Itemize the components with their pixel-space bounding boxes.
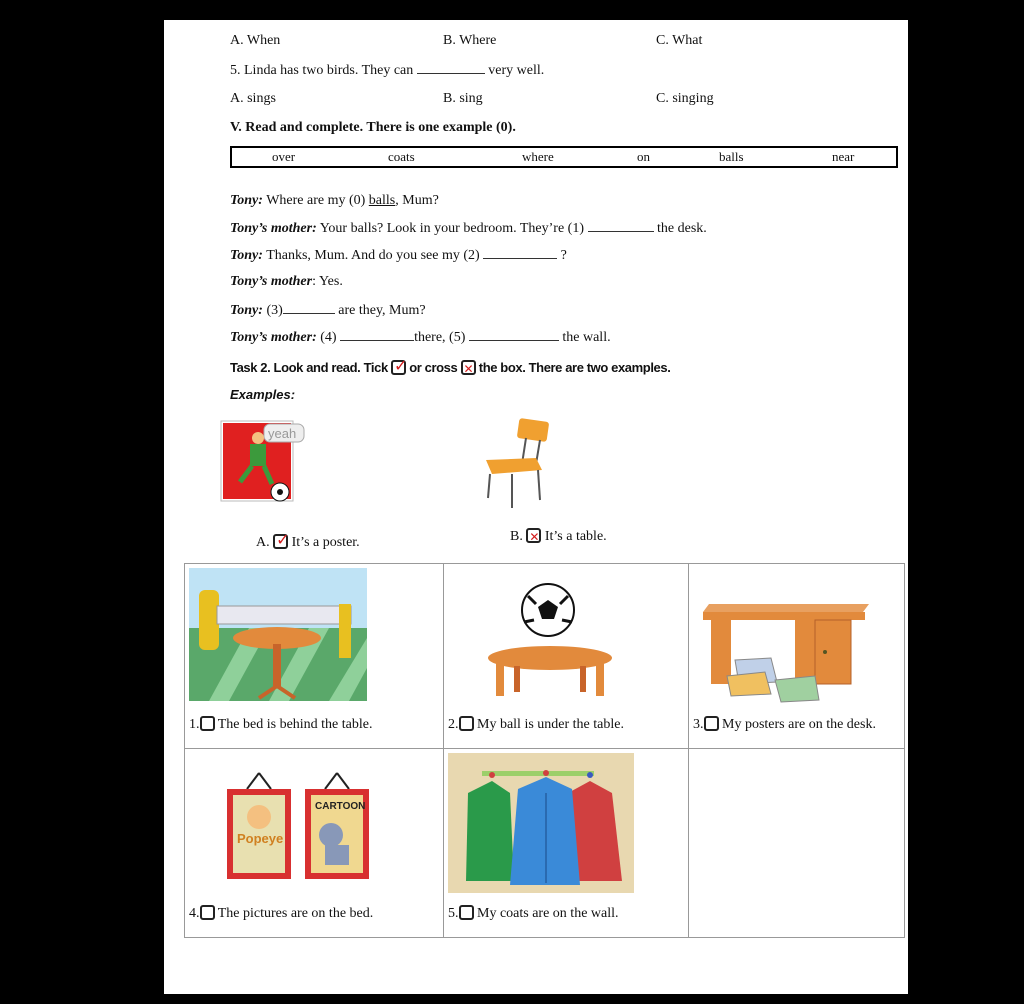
- empty-cell: [689, 749, 905, 937]
- example-answer: balls: [368, 193, 396, 208]
- word-balls: balls: [719, 149, 744, 164]
- line-text: the desk.: [657, 221, 707, 236]
- q5-stem-pre: 5. Linda has two birds. They can: [230, 63, 414, 78]
- bed-table-image: [189, 568, 367, 701]
- example-a: [256, 530, 360, 552]
- poster-image: [220, 420, 306, 502]
- item-text: The bed is behind the table.: [217, 717, 373, 732]
- checkbox[interactable]: [200, 716, 215, 731]
- word-coats: coats: [388, 149, 415, 164]
- speaker-tony: Tony:: [230, 303, 263, 318]
- title-text: Task 2. Look and read. Tick: [230, 360, 388, 375]
- cartoon-text: CARTOON: [315, 801, 366, 812]
- q5-stem-post: very well.: [488, 63, 545, 78]
- checkbox[interactable]: [704, 716, 719, 731]
- line-text: Thanks, Mum. And do you see my (2): [266, 248, 480, 263]
- speaker-mother: Tony’s mother:: [230, 330, 317, 345]
- checkbox[interactable]: [459, 905, 474, 920]
- title-text: the box. There are two examples.: [478, 360, 671, 375]
- worksheet-page: [164, 20, 908, 994]
- q4-option-b[interactable]: B. Where: [443, 33, 497, 48]
- cross-icon: ✕: [461, 360, 476, 375]
- item-num: 2.: [448, 717, 459, 732]
- example-text: It’s a poster.: [291, 535, 360, 550]
- dialogue-line-2: [230, 219, 707, 238]
- popeye-text: Popeye: [237, 831, 284, 846]
- item-cell-3: [689, 564, 905, 749]
- line-text: (4): [320, 330, 337, 345]
- word-over: over: [272, 149, 296, 164]
- q5-stem: [230, 61, 544, 80]
- item-text: My ball is under the table.: [477, 717, 624, 732]
- item-label-4: [189, 905, 373, 922]
- q5-option-b[interactable]: B. sing: [443, 91, 483, 106]
- q5-option-a[interactable]: A. sings: [230, 91, 276, 106]
- dialogue-line-5: [230, 301, 426, 320]
- blank-2[interactable]: [483, 246, 557, 259]
- item-num: 3.: [693, 717, 704, 732]
- item-cell-5: [444, 749, 689, 937]
- example-text: It’s a table.: [544, 529, 607, 544]
- item-label-2: [448, 716, 624, 733]
- speaker-tony: Tony:: [230, 193, 263, 208]
- line-text: (3): [266, 303, 283, 318]
- items-grid: [184, 563, 905, 938]
- examples-label: Examples:: [230, 387, 296, 402]
- item-label-5: [448, 905, 619, 922]
- checkbox[interactable]: [459, 716, 474, 731]
- line-text: are they, Mum?: [338, 303, 426, 318]
- q4-option-c[interactable]: C. What: [656, 33, 703, 48]
- item-cell-2: [444, 564, 689, 749]
- item-text: My posters are on the desk.: [722, 717, 876, 732]
- section-v-title: V. Read and complete. There is one example (0).: [230, 120, 516, 135]
- item-cell-1: [185, 564, 444, 749]
- item-num: 5.: [448, 906, 459, 921]
- line-text: , Mum?: [395, 193, 439, 208]
- checkbox[interactable]: [200, 905, 215, 920]
- example-num: A.: [256, 535, 270, 550]
- desk-image: [699, 600, 869, 704]
- poster-text: yeah: [268, 426, 297, 441]
- item-num: 1.: [189, 717, 200, 732]
- word-near: near: [832, 149, 855, 164]
- item-label-3: [693, 716, 876, 733]
- blank-3[interactable]: [283, 301, 335, 314]
- speaker-tony: Tony:: [230, 248, 263, 263]
- dialogue-line-6: [230, 328, 611, 347]
- line-text: the wall.: [562, 330, 611, 345]
- chair-image: [482, 418, 554, 512]
- item-text: The pictures are on the bed.: [217, 906, 374, 921]
- task2-title: [230, 356, 671, 377]
- example-num: B.: [510, 529, 523, 544]
- item-cell-4: [185, 749, 444, 937]
- word-on: on: [637, 149, 650, 164]
- line-text: there, (5): [414, 330, 466, 345]
- title-text: or cross: [409, 360, 458, 375]
- tick-icon: ✓: [391, 360, 406, 375]
- blank-4[interactable]: [340, 328, 414, 341]
- word-where: where: [522, 149, 554, 164]
- dialogue-line-1: [230, 192, 439, 210]
- q5-option-c[interactable]: C. singing: [656, 91, 714, 106]
- dialogue-line-3: [230, 246, 567, 265]
- line-text: : Yes.: [312, 274, 343, 289]
- coats-image: [448, 753, 634, 893]
- ball-on-table-image: [484, 582, 616, 702]
- blank-5[interactable]: [469, 328, 559, 341]
- word-box: [230, 146, 898, 168]
- cross-icon[interactable]: ✕: [526, 528, 541, 543]
- item-label-1: [189, 716, 372, 733]
- blank-1[interactable]: [588, 219, 654, 232]
- line-text: Where are my (0): [266, 193, 366, 208]
- line-text: ?: [560, 248, 567, 263]
- dialogue-line-4: [230, 273, 343, 291]
- q4-option-a[interactable]: A. When: [230, 33, 281, 48]
- item-text: My coats are on the wall.: [477, 906, 619, 921]
- speaker-mother: Tony’s mother:: [230, 221, 317, 236]
- speaker-mother: Tony’s mother: [230, 274, 313, 289]
- item-num: 4.: [189, 906, 200, 921]
- example-b: [510, 528, 607, 546]
- pictures-image: [225, 771, 371, 883]
- tick-icon[interactable]: ✓: [273, 534, 288, 549]
- line-text: Your balls? Look in your bedroom. They’re (1): [319, 221, 584, 236]
- q5-blank[interactable]: [417, 61, 485, 74]
